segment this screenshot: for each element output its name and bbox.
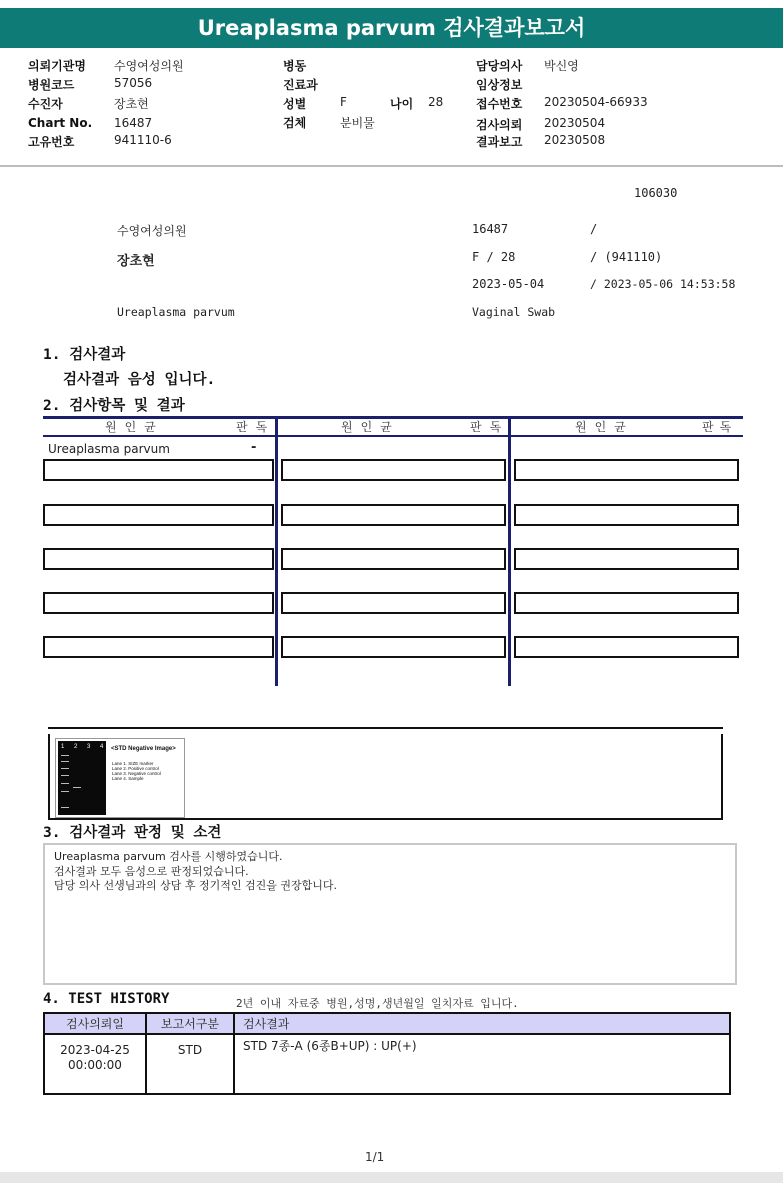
request-value: 20230504: [544, 116, 606, 130]
opinion-line-1: Ureaplasma parvum 검사를 시행하였습니다.: [54, 850, 283, 863]
code-label: 병원코드: [28, 78, 75, 92]
gel-lane-numbers: 1 2 3 4: [61, 744, 108, 750]
summary-patient: 장초현: [117, 254, 155, 269]
result-item-name: Ureaplasma parvum: [48, 442, 170, 456]
summary-separator: /: [590, 222, 598, 236]
gel-legend-1: Lane 1. SIZE marker: [112, 761, 154, 766]
sex-value: F: [340, 95, 347, 109]
gel-band: [73, 787, 81, 788]
result-box: [43, 636, 274, 658]
result-box: [514, 504, 739, 526]
table-row: [44, 1034, 730, 1094]
result-box: [514, 459, 739, 481]
gel-band: [61, 783, 69, 784]
summary-sex-age: F / 28: [472, 250, 516, 264]
result-box: [43, 592, 274, 614]
age-label: 나이: [390, 97, 414, 111]
gel-electrophoresis: [58, 741, 106, 815]
result-box: [281, 548, 506, 570]
result-box: [281, 459, 506, 481]
gel-band: [61, 761, 69, 762]
chart-value: 16487: [114, 116, 153, 130]
gel-band: [61, 791, 69, 792]
result-box: [43, 548, 274, 570]
history-result: STD 7종-A (6종B+UP) : UP(+): [234, 1034, 730, 1094]
footer-bar: [0, 1172, 783, 1183]
section1-result: 검사결과 음성 입니다.: [63, 372, 216, 388]
col-pathogen-3: 원인균: [575, 420, 634, 434]
report-value: 20230508: [544, 133, 606, 147]
section2-title: 2. 검사항목 및 결과: [43, 398, 185, 414]
result-box: [514, 548, 739, 570]
section4-title: 4. TEST HISTORY: [43, 991, 170, 1007]
history-date-cell: [44, 1034, 146, 1094]
dept-label: 진료과: [283, 78, 318, 92]
result-box: [43, 504, 274, 526]
age-value: 28: [428, 95, 444, 109]
section1-title: 1. 검사결과: [43, 347, 126, 363]
report-label: 결과보고: [476, 135, 523, 149]
gel-band: [61, 755, 69, 756]
request-label: 검사의뢰: [476, 118, 523, 132]
uid-value: 941110-6: [114, 133, 172, 147]
summary-date-requested: 2023-05-04: [472, 277, 545, 291]
doctor-label: 담당의사: [476, 59, 523, 73]
hospital-value: 수영여성의원: [114, 59, 184, 73]
col-judge-2: 판독: [470, 420, 510, 434]
table-header-rule: [43, 435, 743, 437]
receipt-value: 20230504-66933: [544, 95, 648, 109]
page-number: 1/1: [365, 1150, 385, 1164]
summary-specimen: Vaginal Swab: [472, 305, 556, 319]
history-header-date: 검사의뢰일: [44, 1013, 146, 1034]
result-box: [281, 636, 506, 658]
result-box: [43, 459, 274, 481]
code-value: 57056: [114, 76, 153, 90]
col-pathogen-1: 원인균: [105, 420, 164, 434]
opinion-line-2: 검사결과 모두 음성으로 판정되었습니다.: [54, 864, 249, 878]
uid-label: 고유번호: [28, 135, 75, 149]
gel-band: [61, 807, 69, 808]
gel-legend-4: Lane 4. Sample: [112, 776, 144, 781]
history-date: 2023-04-25: [60, 1043, 130, 1057]
result-box: [281, 504, 506, 526]
summary-test-name: Ureaplasma parvum: [117, 305, 235, 319]
chart-label: Chart No.: [28, 116, 93, 130]
history-time: 00:00:00: [68, 1058, 122, 1072]
history-header-type: 보고서구분: [146, 1013, 234, 1034]
gel-title: <STD Negative Image>: [111, 746, 176, 752]
history-note: 2년 이내 자료중 병원,성명,생년월일 일치자료 입니다.: [236, 997, 519, 1010]
opinion-box: [43, 843, 737, 985]
table-col-divider-2: [508, 416, 511, 686]
doctor-value: 박신영: [544, 59, 579, 73]
receipt-label: 접수번호: [476, 97, 523, 111]
section3-title: 3. 검사결과 판정 및 소견: [43, 825, 222, 841]
gel-band: [61, 775, 69, 776]
summary-hospital: 수영여성의원: [117, 224, 187, 238]
header-divider: [0, 165, 783, 167]
gel-top-rule: [48, 727, 723, 729]
history-table: [43, 1012, 731, 1095]
patient-value: 장초현: [114, 97, 149, 111]
summary-chart: 16487: [472, 222, 509, 236]
result-box: [514, 592, 739, 614]
result-item-value: -: [251, 440, 257, 455]
clinical-label: 임상정보: [476, 78, 523, 92]
gel-band: [61, 768, 69, 769]
col-judge-1: 판독: [236, 420, 276, 434]
ward-label: 병동: [283, 59, 307, 73]
patient-label: 수진자: [28, 97, 63, 111]
hospital-label: 의뢰기관명: [28, 59, 86, 73]
history-type: STD: [146, 1034, 234, 1094]
result-box: [514, 636, 739, 658]
gel-legend-3: Lane 3. Negative control: [112, 771, 161, 776]
gel-image: [55, 738, 185, 818]
report-title: Ureaplasma parvum 검사결과보고서: [0, 8, 783, 48]
report-code: 106030: [634, 186, 678, 200]
history-header-result: 검사결과: [234, 1013, 730, 1034]
summary-date-reported: / 2023-05-06 14:53:58: [590, 277, 736, 291]
table-col-divider-1: [275, 416, 278, 686]
specimen-label: 검체: [283, 116, 307, 130]
col-judge-3: 판독: [702, 420, 738, 434]
summary-birth: / (941110): [590, 250, 663, 264]
sex-label: 성별: [283, 97, 307, 111]
gel-legend-2: Lane 2. Positive control: [112, 766, 159, 771]
result-box: [281, 592, 506, 614]
opinion-line-3: 담당 의사 선생님과의 상담 후 정기적인 검진을 권장합니다.: [54, 879, 337, 892]
specimen-value: 분비물: [340, 116, 375, 130]
col-pathogen-2: 원인균: [341, 420, 400, 434]
